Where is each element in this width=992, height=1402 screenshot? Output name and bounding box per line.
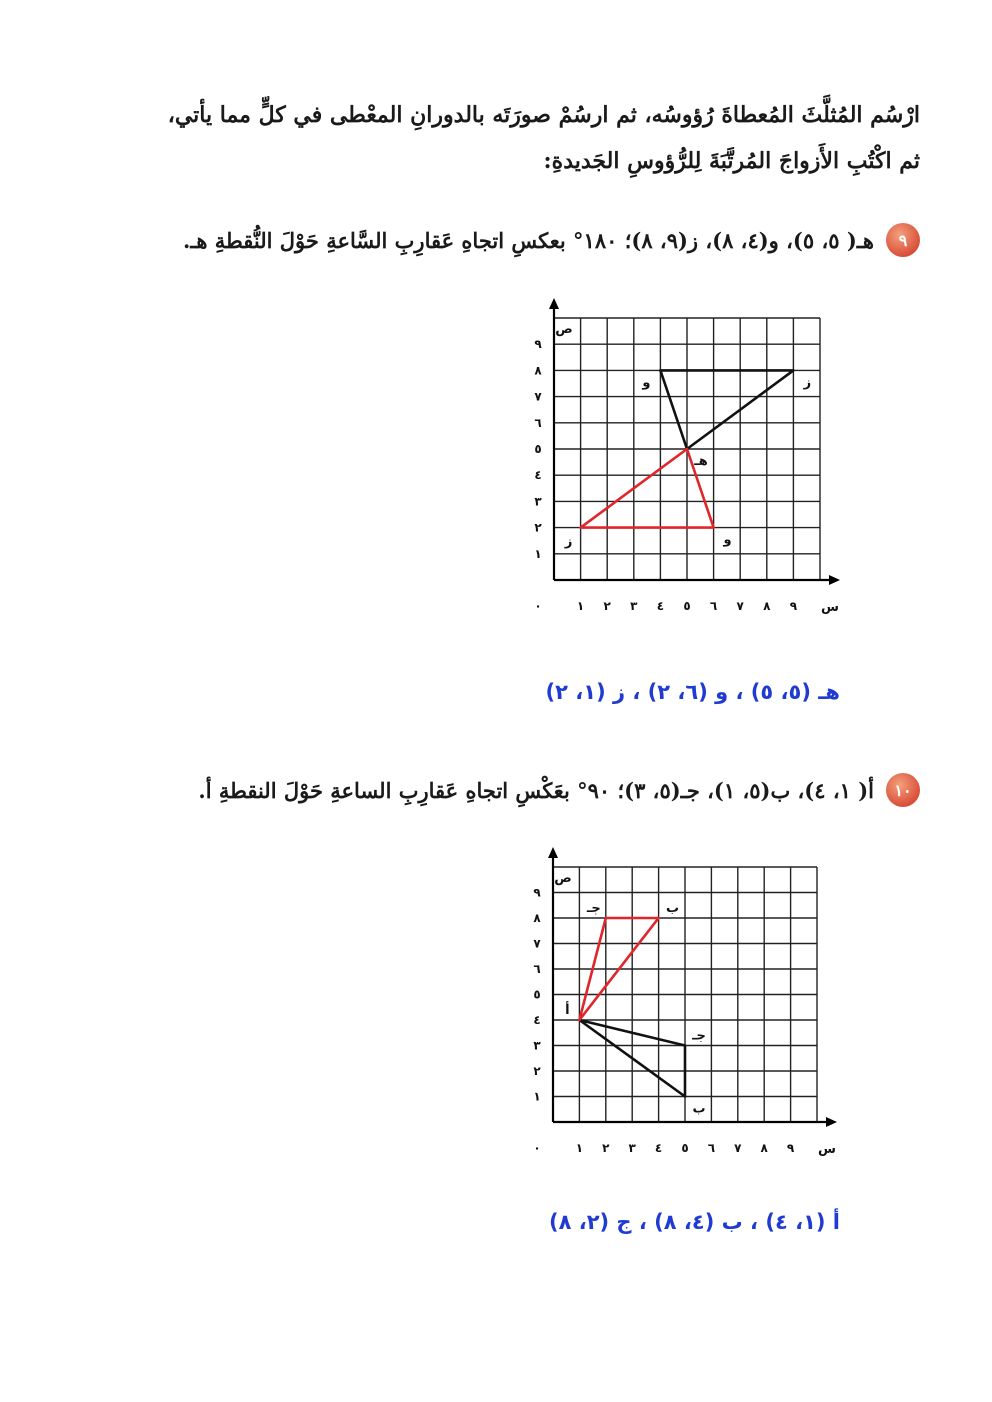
vertex-label: ب <box>692 1101 706 1117</box>
x-axis-arrow-icon <box>829 575 840 585</box>
y-axis-arrow-icon <box>548 847 558 858</box>
vertex-label: و <box>723 532 732 548</box>
instructions <box>60 92 920 184</box>
vertex-label: و <box>642 375 651 391</box>
x-tick-label: ٣ <box>630 599 638 613</box>
y-tick-label: ٥ <box>533 987 541 1002</box>
y-tick-label: ٤ <box>534 468 542 483</box>
vertex-label: جـ <box>586 901 601 916</box>
y-tick-label: ٦ <box>533 962 541 976</box>
y-tick-label: ٩ <box>534 337 542 352</box>
x-tick-label: ٦ <box>709 599 718 613</box>
vertex-label: هـ <box>694 454 708 469</box>
x-tick-label: ١ <box>576 599 585 613</box>
origin-label: ٠ <box>534 599 542 613</box>
y-axis-arrow-icon <box>549 298 559 309</box>
instruction-line-1: ارْسُم المُثلَّثَ المُعطاةَ رُؤوسُه، ثم ارسُمْ صورَتَه بالدورانِ المعْطى في كلٍّ مما يأتي، <box>167 102 920 128</box>
y-tick-label: ١ <box>533 1089 541 1104</box>
x-tick-label: ٤ <box>656 599 665 613</box>
x-tick-label: ٧ <box>734 1141 742 1155</box>
x-tick-label: ٩ <box>786 1141 795 1155</box>
vertex-label: ب <box>666 901 680 916</box>
x-tick-label: ٤ <box>654 1141 663 1155</box>
y-tick-label: ٩ <box>533 885 541 900</box>
y-tick-label: ٧ <box>533 936 541 951</box>
coordinate-grid-exercise-9 <box>520 310 840 620</box>
x-tick-label: ٧ <box>736 599 744 613</box>
vertex-label: ز <box>564 534 573 550</box>
exercise-9 <box>40 218 920 262</box>
y-axis-label: ص <box>555 322 573 337</box>
x-tick-label: ٥ <box>681 1141 689 1155</box>
y-tick-label: ٨ <box>533 911 541 925</box>
y-tick-label: ٥ <box>534 442 542 456</box>
exercise-10 <box>40 768 920 812</box>
x-tick-label: ٨ <box>760 1141 768 1155</box>
answer-exercise-10: أ (١، ٤) ، ب (٤، ٨) ، ج (٢، ٨) <box>548 1210 840 1234</box>
y-tick-label: ٣ <box>534 494 542 509</box>
x-tick-label: ٦ <box>707 1141 716 1155</box>
x-axis-label: س <box>821 600 839 615</box>
y-tick-label: ٨ <box>534 363 542 378</box>
x-tick-label: ٨ <box>763 599 771 613</box>
exercise-text: أ( ١، ٤)، ب(٥، ١)، جـ(٥، ٣)؛ ٩٠° بعَكْسِ اتجاهِ عَقارِبِ الساعةِ حَوْلَ النقطةِ أ. <box>198 777 874 803</box>
vertex-label: ز <box>803 375 812 391</box>
original-triangle <box>660 370 793 449</box>
vertex-label: أ <box>565 1003 570 1018</box>
instruction-line-2: ثم اكْتُبِ الأَزواجَ المُرتَّبَةَ لِلرُّؤوسِ الجَديدةِ: <box>543 148 920 174</box>
coordinate-grid-exercise-10 <box>520 860 840 1160</box>
vertex-label: جـ <box>692 1028 706 1044</box>
x-axis-label: س <box>818 1142 836 1157</box>
x-tick-label: ٩ <box>789 599 798 613</box>
exercise-text: هـ( ٥، ٥)، و(٤، ٨)، ز(٩، ٨)؛ ١٨٠° بعكسِ اتجاهِ عَقارِبِ السَّاعةِ حَوْلَ النُّقطةِ هـ. <box>182 227 874 253</box>
y-tick-label: ٢ <box>534 520 542 535</box>
y-tick-label: ٧ <box>534 389 542 404</box>
y-tick-label: ٤ <box>533 1013 541 1027</box>
x-tick-label: ٢ <box>602 1141 610 1155</box>
exercise-number-badge: ٩ <box>886 223 920 257</box>
answer-exercise-9: هـ (٥، ٥) ، و (٦، ٢) ، ز (١، ٢) <box>545 680 840 704</box>
y-axis-label: ص <box>554 871 572 886</box>
x-tick-label: ٢ <box>603 599 611 613</box>
x-tick-label: ٣ <box>628 1141 636 1155</box>
y-tick-label: ٣ <box>533 1038 541 1053</box>
exercise-number-badge: ١٠ <box>886 773 920 807</box>
y-tick-label: ٢ <box>533 1064 541 1078</box>
origin-label: ٠ <box>533 1141 541 1155</box>
x-tick-label: ٥ <box>683 599 691 613</box>
x-axis-arrow-icon <box>826 1117 837 1127</box>
y-tick-label: ٦ <box>534 415 542 430</box>
y-tick-label: ١ <box>534 546 542 561</box>
x-tick-label: ١ <box>575 1141 584 1155</box>
